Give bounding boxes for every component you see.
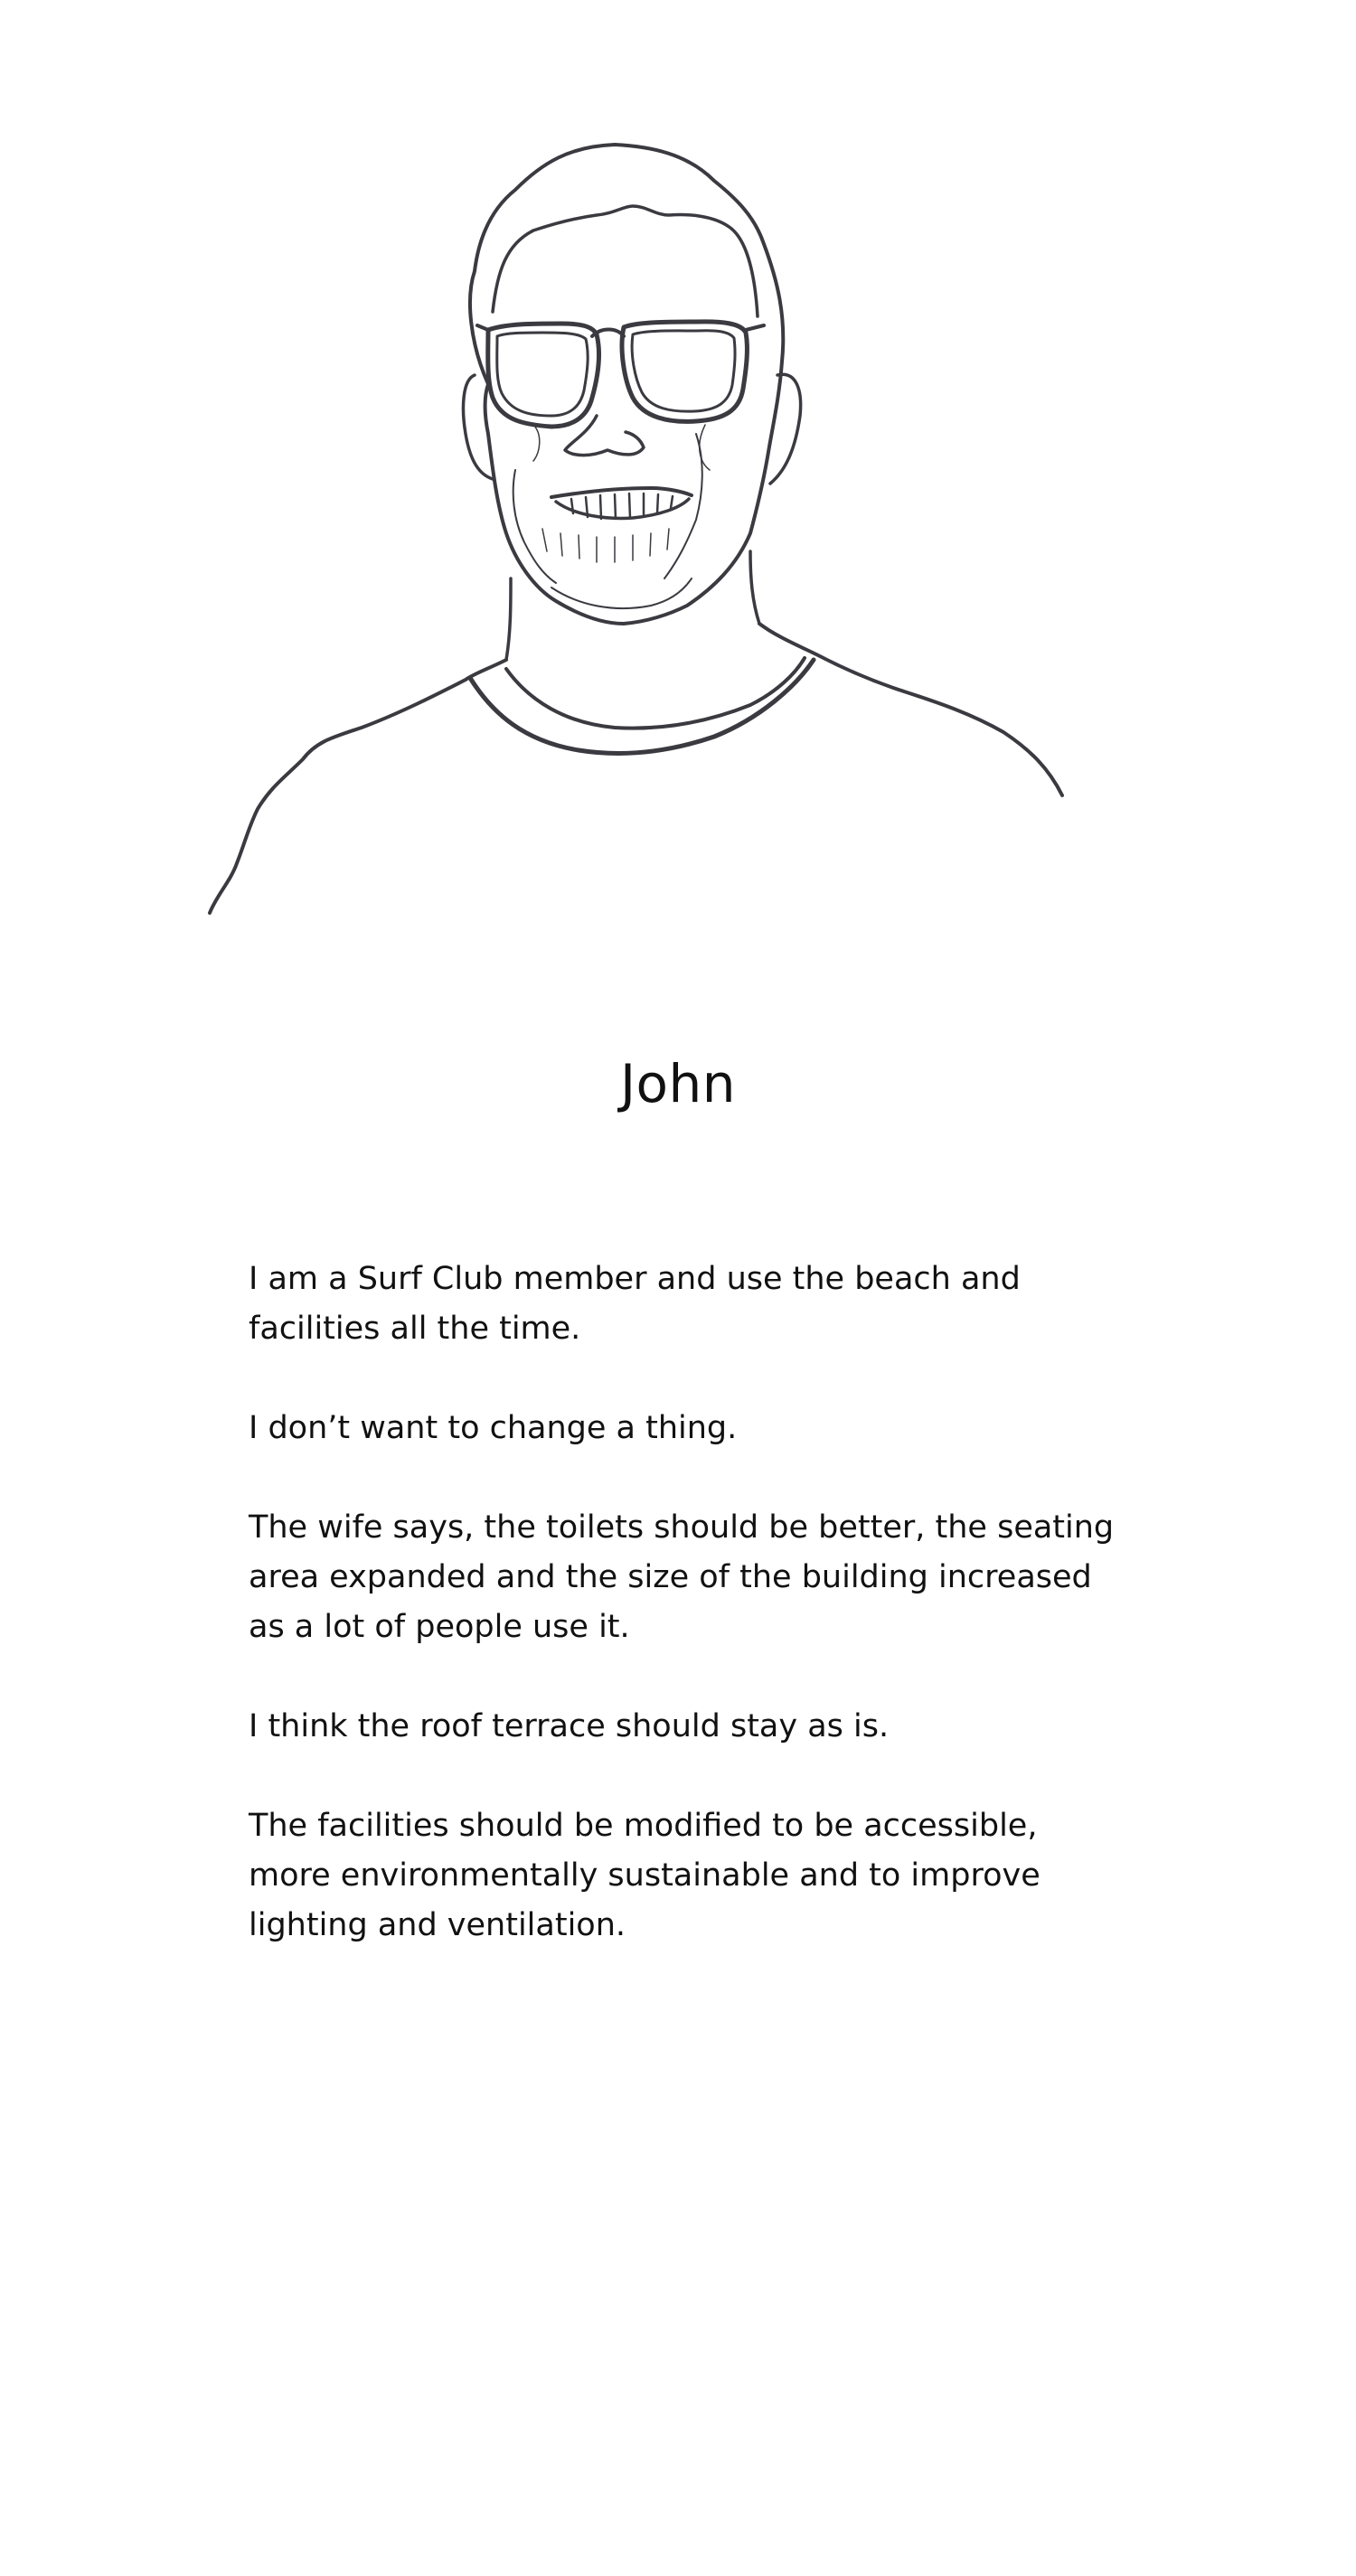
collar-inner bbox=[506, 658, 805, 729]
paragraph: I don’t want to change a thing. bbox=[249, 1410, 738, 1446]
paragraph: I think the roof terrace should stay as is. bbox=[249, 1708, 890, 1744]
right-ear bbox=[770, 374, 801, 484]
mouth-upper bbox=[551, 488, 692, 497]
glasses-arm-left bbox=[477, 325, 488, 330]
person-name: John bbox=[619, 1053, 737, 1114]
glasses-left-lens bbox=[488, 324, 599, 427]
glasses-left-inner bbox=[497, 333, 588, 416]
paragraph: The facilities should be modified to be accessible, more environmentally sustainable and to improve lighting and ventilation. bbox=[249, 1808, 1041, 1943]
beard-left bbox=[513, 470, 556, 583]
mouth-lower bbox=[556, 499, 689, 518]
testimonial-text bbox=[249, 1255, 1116, 2000]
left-shoulder bbox=[210, 660, 506, 913]
portrait-drawing bbox=[181, 118, 1085, 931]
right-shoulder bbox=[759, 624, 1062, 795]
paragraph: The wife says, the toilets should be better, the seating area expanded and the size of the building increased as a lot of people use it. bbox=[249, 1509, 1115, 1645]
glasses-arm-right bbox=[746, 325, 764, 330]
glasses-right-lens bbox=[622, 322, 747, 422]
neck-left bbox=[506, 578, 511, 660]
chin-line bbox=[551, 578, 692, 608]
collar-outer bbox=[470, 660, 814, 754]
portrait-icon bbox=[181, 118, 1085, 931]
hairline bbox=[493, 206, 758, 316]
glasses-right-inner bbox=[632, 331, 735, 411]
neck-right bbox=[750, 551, 759, 624]
paragraph: I am a Surf Club member and use the beach and facilities all the time. bbox=[249, 1261, 1021, 1347]
